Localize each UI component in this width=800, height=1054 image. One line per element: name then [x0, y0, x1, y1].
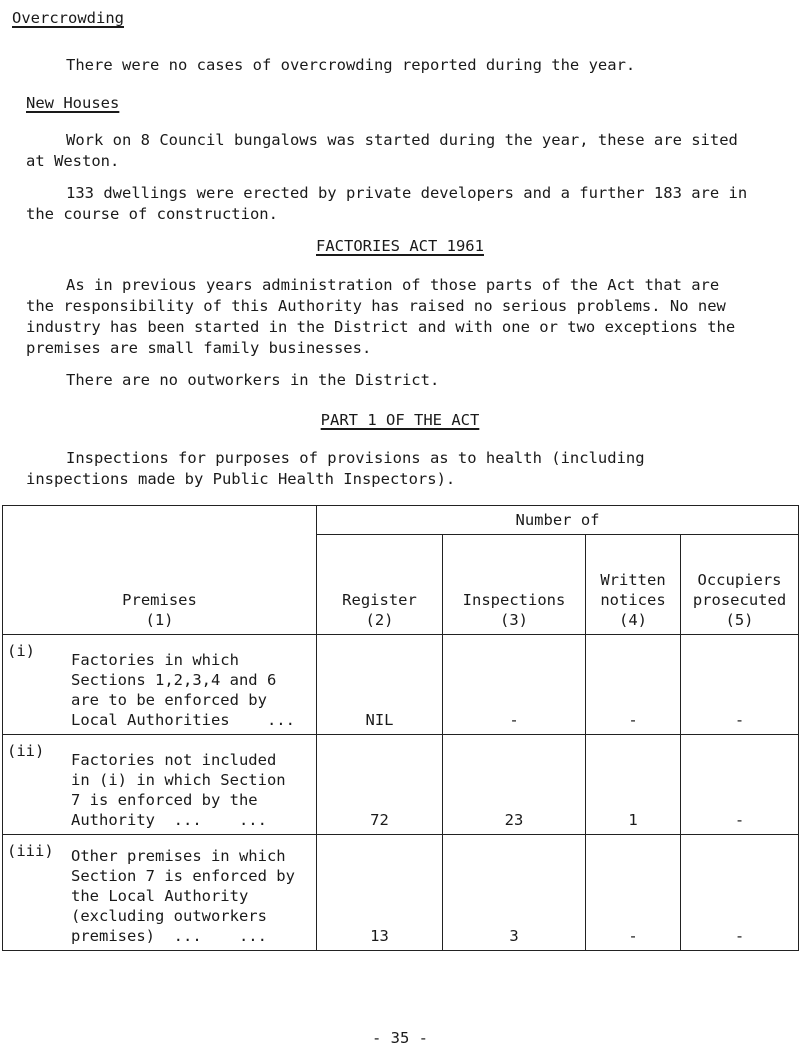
number-of-group-header: Number of	[317, 506, 799, 535]
new-houses-paragraph-2-content: 133 dwellings were erected by private developers and a further 183 are in the course of construction.	[26, 184, 748, 223]
row-number: (i)	[7, 642, 35, 660]
row-description-text: Factories not included in (i) in which Section 7 is enforced by the Authority ... ...	[71, 751, 286, 829]
inspections-header-label: Inspections	[462, 591, 566, 609]
factories-act-heading: FACTORIES ACT 1961	[316, 237, 484, 255]
occupiers-prosecuted-cell: -	[681, 635, 799, 735]
row-description	[3, 635, 317, 735]
written-notices-header-label-2: notices	[600, 591, 666, 609]
premises-header-label: Premises	[122, 591, 197, 609]
written-notices-header-num: (4)	[619, 611, 647, 629]
inspections-header-num: (3)	[500, 611, 528, 629]
row-number: (iii)	[7, 842, 54, 860]
inspections-cell: 3	[443, 835, 586, 951]
premises-column-header	[3, 506, 317, 635]
occupiers-prosecuted-header-label-1: Occupiers	[697, 571, 782, 589]
occupiers-prosecuted-header-num: (5)	[725, 611, 754, 629]
row-description-text: Other premises in which Section 7 is enforced by the Local Authority (excluding outworkers premises) ... ...	[71, 847, 295, 945]
register-header-label: Register	[342, 591, 417, 609]
factories-act-paragraph-2-content: There are no outworkers in the District.	[66, 371, 440, 389]
factories-act-paragraph-2	[26, 370, 756, 391]
new-houses-paragraph-1	[26, 130, 756, 172]
overcrowding-text-content: There were no cases of overcrowding reported during the year.	[66, 56, 636, 74]
register-cell: 13	[317, 835, 443, 951]
written-notices-column-header	[586, 535, 681, 635]
row-number: (ii)	[7, 742, 45, 760]
register-header-num: (2)	[365, 611, 394, 629]
written-notices-cell: 1	[586, 735, 681, 835]
inspections-column-header	[443, 535, 586, 635]
occupiers-prosecuted-header-label-2: prosecuted	[692, 591, 787, 609]
occupiers-prosecuted-column-header	[681, 535, 799, 635]
table-header-row-top	[3, 506, 799, 535]
inspections-cell: 23	[443, 735, 586, 835]
factories-act-paragraph-1-content: As in previous years administration of those parts of the Act that are the responsibility of this Authority has raised no serious problems. No new industry has been started in the District and with one or two exceptions the premises are small family businesses.	[26, 276, 736, 357]
part1-intro-content: Inspections for purposes of provisions as to health (including inspections made by Public Health Inspectors).	[26, 449, 645, 488]
page-number: - 35 -	[372, 1029, 428, 1047]
premises-header-num: (1)	[145, 611, 174, 629]
new-houses-heading: New Houses	[26, 94, 120, 112]
part1-intro	[26, 448, 756, 490]
inspections-cell: -	[443, 635, 586, 735]
written-notices-cell: -	[586, 635, 681, 735]
written-notices-cell: -	[586, 835, 681, 951]
row-description-text: Factories in which Sections 1,2,3,4 and 6 are to be enforced by Local Authorities ...	[71, 651, 295, 729]
row-description	[3, 735, 317, 835]
table-row	[3, 835, 799, 951]
overcrowding-text	[26, 55, 756, 76]
overcrowding-heading: Overcrowding	[12, 9, 124, 27]
factories-act-paragraph-1	[26, 275, 756, 359]
register-column-header	[317, 535, 443, 635]
occupiers-prosecuted-cell: -	[681, 835, 799, 951]
part1-heading: PART 1 OF THE ACT	[320, 411, 480, 429]
inspections-table	[2, 505, 799, 951]
table-row	[3, 735, 799, 835]
table-row	[3, 635, 799, 735]
register-cell: NIL	[317, 635, 443, 735]
register-cell: 72	[317, 735, 443, 835]
written-notices-header-label-1: Written	[600, 571, 666, 589]
occupiers-prosecuted-cell: -	[681, 735, 799, 835]
row-description	[3, 835, 317, 951]
new-houses-paragraph-2	[26, 183, 756, 225]
new-houses-paragraph-1-content: Work on 8 Council bungalows was started during the year, these are sited at Weston.	[26, 131, 738, 170]
